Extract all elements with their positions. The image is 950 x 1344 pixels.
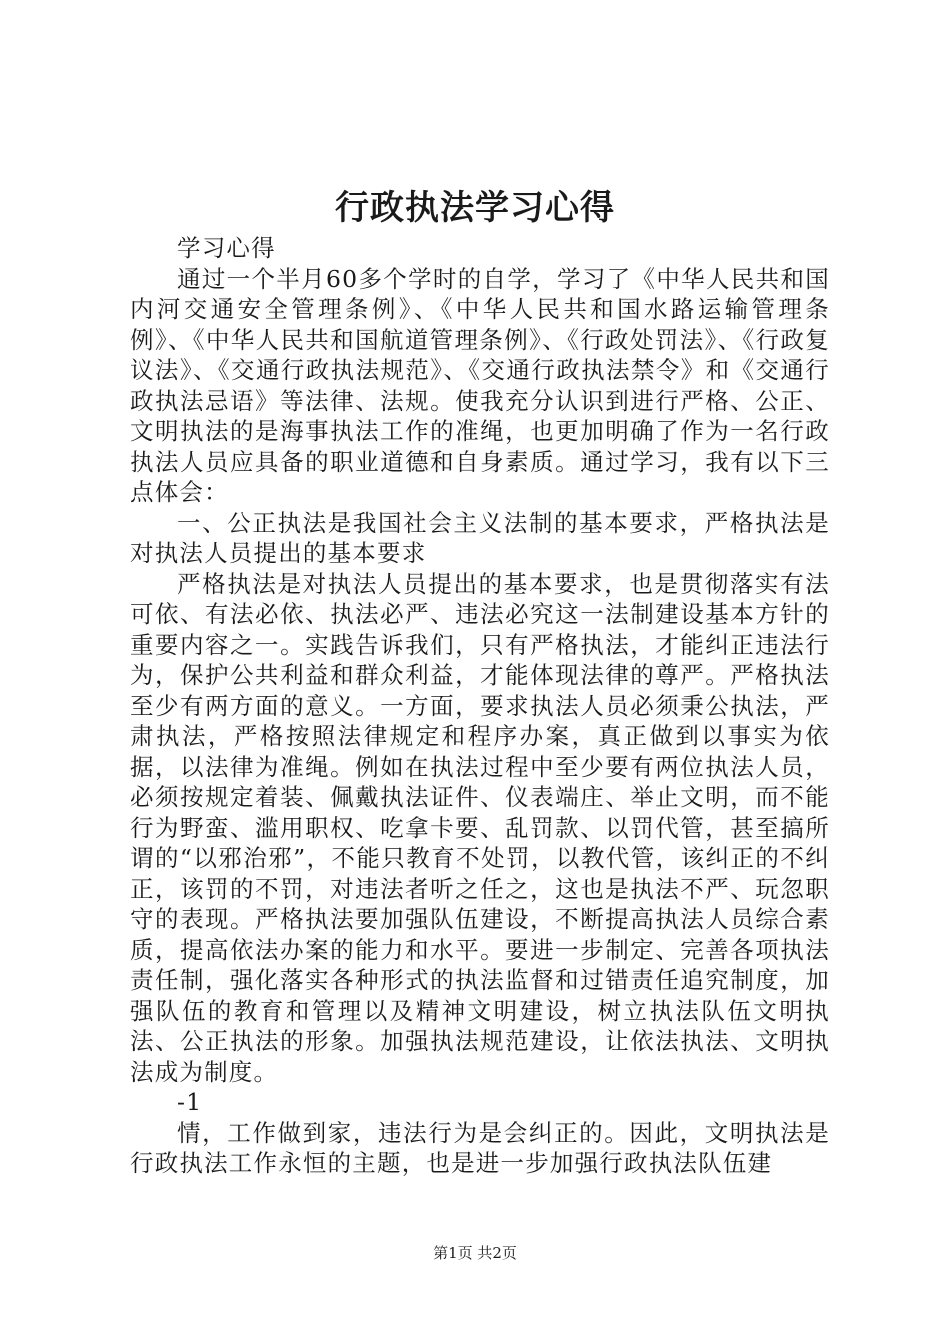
section-label: 学习心得	[177, 234, 276, 262]
document-title: 行政执法学习心得	[335, 188, 615, 228]
page-footer: 第1页 共2页	[433, 1244, 517, 1262]
intro-paragraph: 通过一个半月60多个学时的自学，学习了《中华人民共和国内河交通安全管理条例》、《中华人民共和国水路运输管理条例》、《中华人民共和国航道管理条例》、《行政处罚法》、《行政复议法》、《交通行政执法规范》、《交通行政执法禁令》和《交通行政执法忌语》等法律、法规。使我充分认识到进行严格、公正、文明执法的是海事执法工作的准绳，也更加明确了作为一名行政执法人员应具备的职业道德和自身素质。通过学习，我有以下三点体会：	[130, 264, 830, 506]
body-paragraph: 严格执法是对执法人员提出的基本要求，也是贯彻落实有法可依、有法必依、执法必严、违法必究这一法制建设基本方针的重要内容之一。实践告诉我们，只有严格执法，才能纠正违法行为，保护公共利益和群众利益，才能体现法律的尊严。严格执法至少有两方面的意义。一方面，要求执法人员必须秉公执法，严肃执法，严格按照法律规定和程序办案，真正做到以事实为依据，以法律为准绳。例如在执法过程中至少要有两位执法人员，必须按规定着装、佩戴执法证件、仪表端庄、举止文明，而不能行为野蛮、滥用职权、吃拿卡要、乱罚款、以罚代管，甚至搞所谓的“以邪治邪”，不能只教育不处罚，以教代管，该纠正的不纠正，该罚的不罚，对违法者听之任之，这也是执法不严、玩忽职守的表现。严格执法要加强队伍建设，不断提高执法人员综合素质，提高依法办案的能力和水平。要进一步制定、完善各项执法责任制，强化落实各种形式的执法监督和过错责任追究制度，加强队伍的教育和管理以及精神文明建设，树立执法队伍文明执法、公正执法的形象。加强执法规范建设，让依法执法、文明执法成为制度。	[130, 569, 830, 1086]
page-number-marker: -1	[177, 1088, 203, 1116]
section-heading: 一、公正执法是我国社会主义法制的基本要求，严格执法是对执法人员提出的基本要求	[130, 508, 830, 567]
document-body	[130, 233, 830, 1179]
continuation-paragraph: 情，工作做到家，违法行为是会纠正的。因此，文明执法是行政执法工作永恒的主题，也是进一步加强行政执法队伍建	[130, 1118, 830, 1177]
